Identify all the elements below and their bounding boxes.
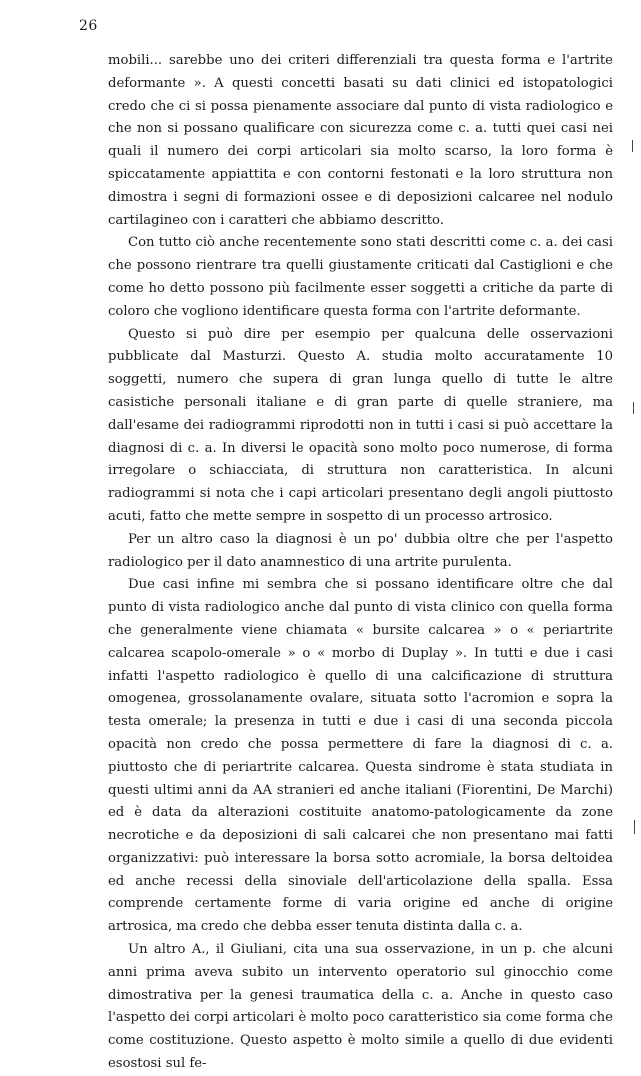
paragraph: mobili... sarebbe uno dei criteri differenziali tra questa forma e l'artrite deformante ». A questi concetti basati su dati clinici ed istopatologici credo che ci si possa pienamente associare dal punto di vista radiologico e che non si possano qualificare con sicurezza come c. a. tutti quei casi nei quali il numero dei corpi articolari sia molto scarso, la loro forma è spiccatamente appiattita e con contorni festonati e la loro struttura non dimostra i segni di formazioni ossee e di deposizioni calcaree nel nodulo cartilagineo con i caratteri che abbiamo descritto. [108, 53, 613, 228]
paragraph: Un altro A., il Giuliani, cita una sua osservazione, in un p. che alcuni anni prima aveva subito un intervento operatorio sul ginocchio come dimostrativa per la genesi traumatica della c. a. Anche in questo caso l'aspetto dei corpi articolari è molto poco caratteristico sia come forma che come costituzione. Questo aspetto è molto simile a quello di due evidenti esostosi sul fe- [108, 942, 613, 1072]
margin-mark [633, 402, 634, 414]
paragraph: Due casi infine mi sembra che si possano identificare oltre che dal punto di vista radiologico anche dal punto di vista clinico con quella forma che generalmente viene chiamata « bursite calcarea » o « periartrite calcarea scapolo-omerale » o « morbo di Duplay ». In tutti e due i casi infatti l'aspetto radiologico è quello di una calcificazione di struttura omogenea, grossolanamente ovalare, situata sotto l'acromion e sopra la testa omerale; la presenza in tutti e due i casi di una seconda piccola opacità non credo che possa permettere di fare la diagnosi di c. a. piuttosto che di periartrite calcarea. Questa sindrome è stata studiata in questi ultimi anni da AA stranieri ed anche italiani (Fiorentini, De Marchi) ed è data da alterazioni costituite anatomo-patologicamente da zone necrotiche e da deposizioni di sali calcarei che non presentano mai fatti organizzativi: può interessare la borsa sotto acromiale, la borsa deltoidea ed anche recessi della sinoviale dell'articolazione della spalla. Essa comprende certamente forme di varia origine ed anche di origine artrosica, ma credo che debba esser tenuta distinta dalla c. a. [108, 577, 613, 935]
margin-mark [634, 820, 635, 834]
page-number: 26 [79, 18, 98, 34]
body-text [108, 50, 613, 1076]
paragraph: Per un altro caso la diagnosi è un po' dubbia oltre che per l'aspetto radiologico per il dato anamnestico di una artrite purulenta. [108, 531, 613, 570]
margin-mark [632, 140, 633, 152]
paragraph: Questo si può dire per esempio per qualcuna delle osservazioni pubblicate dal Masturzi. Questo A. studia molto accuratamente 10 soggetti, numero che supera di gran lunga quello di tutte le altre casistiche personali italiane e di gran parte di quelle straniere, ma dall'esame dei radiogrammi riprodotti non in tutti i casi si può accettare la diagnosi di c. a. In diversi le opacità sono molto poco numerose, di forma irregolare o schiacciata, di struttura non caratteristica. In alcuni radiogrammi si nota che i capi articolari presentano degli angoli piuttosto acuti, fatto che mette sempre in sospetto di un processo artrosico. [108, 326, 613, 524]
paragraph: Con tutto ciò anche recentemente sono stati descritti come c. a. dei casi che possono rientrare tra quelli giustamente criticati dal Castiglioni e che come ho detto possono più facilmente esser soggetti a critiche da parte di coloro che vogliono identificare questa forma con l'artrite deformante. [108, 235, 613, 319]
